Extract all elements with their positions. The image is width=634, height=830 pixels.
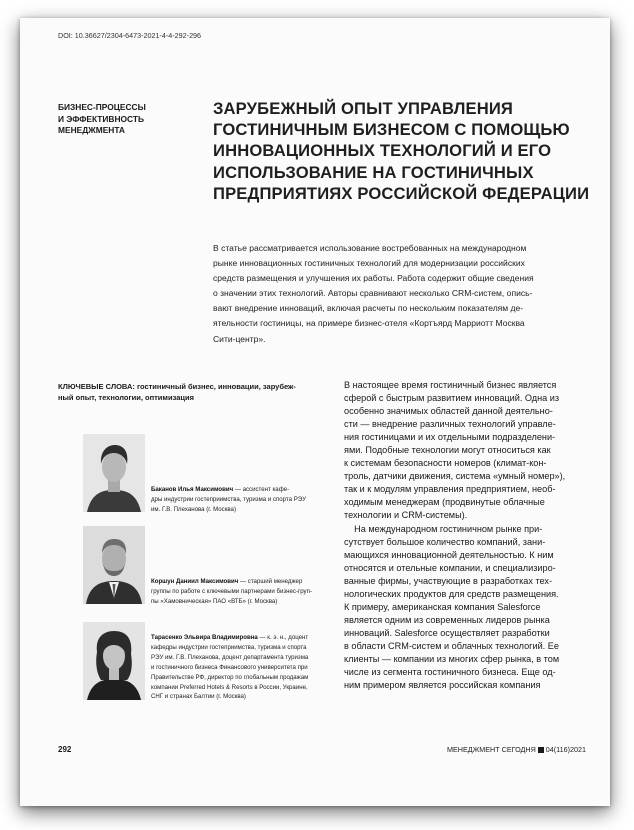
abstract-line: ятельности гостиницы, на примере бизнес-отеля «Кортъярд Марриотт Москва bbox=[213, 318, 525, 329]
title-line: ГОСТИНИЧНЫМ БИЗНЕСОМ С ПОМОЩЬЮ bbox=[213, 120, 570, 140]
body-line: троль, датчики движения, система «умный номер»), bbox=[344, 471, 566, 482]
title-line: ИСПОЛЬЗОВАНИЕ НА ГОСТИНИЧНЫХ bbox=[213, 162, 534, 182]
body-line: ями. Подобные технологии могут относиться как bbox=[344, 445, 551, 456]
author-desc-line: — ассистент кафе- bbox=[233, 486, 290, 493]
body-line: ходимым менеджерам (продвинутые облачные bbox=[344, 497, 545, 508]
title-line: ИННОВАЦИОННЫХ ТЕХНОЛОГИЙ И ЕГО bbox=[213, 141, 552, 161]
author-desc-line: СНГ и странах Балтии (г. Москва) bbox=[151, 693, 246, 701]
author-desc-line: и гостиничного бизнеса Финансового университета при bbox=[151, 663, 308, 671]
author-name: Коршун Даниил Максимович bbox=[151, 578, 239, 585]
journal-name: МЕНЕДЖМЕНТ СЕГОДНЯ bbox=[447, 745, 536, 754]
abstract-line: средств размещения и улучшения их работы. Работа содержит общие сведения bbox=[213, 273, 534, 284]
body-line: сти — внедрение различных технологий управле- bbox=[344, 419, 556, 430]
body-line: к системам безопасности номеров (климат-кон- bbox=[344, 458, 547, 469]
body-line: На международном гостиничном рынке при- bbox=[344, 523, 543, 534]
abstract-line: рынке инновационных гостиничных технологий для модернизации российских bbox=[213, 258, 525, 269]
body-line: ния гостиницами и их отдельными подразделени- bbox=[344, 432, 556, 443]
body-line: В настоящее время гостиничный бизнес является bbox=[344, 380, 557, 390]
body-line: особенно значимых областей данной деятельно- bbox=[344, 406, 553, 417]
author-desc-line: группы по работе с ключевыми партнерами бизнес-груп- bbox=[151, 587, 312, 595]
section-label-line: БИЗНЕС-ПРОЦЕССЫ bbox=[58, 102, 146, 112]
body-line: ванные фирмы, участвующие в разработках тех- bbox=[344, 575, 553, 586]
author-name: Тарасенко Эльвира Владимировна bbox=[151, 634, 258, 641]
body-line: инноваций. Salesforce осуществляет разработки bbox=[344, 627, 550, 638]
section-label bbox=[58, 102, 198, 137]
square-icon bbox=[538, 747, 544, 753]
body-line: сферой с быстрым развитием инноваций. Одна из bbox=[344, 393, 560, 404]
doi: DOI: 10.36627/2304-6473-2021-4-4-292-296 bbox=[58, 31, 202, 40]
author-desc-line: кафедры индустрии гостеприимства, туризма и спорта bbox=[151, 643, 307, 651]
author-desc-line: — старший менеджер bbox=[238, 578, 303, 585]
body-line: К примеру, американская компания Salesforce bbox=[344, 601, 541, 612]
title-line: ПРЕДПРИЯТИЯХ РОССИЙСКОЙ ФЕДЕРАЦИИ bbox=[213, 183, 590, 203]
abstract-line: вают внедрение инноваций, включая расчеты по нескольким показателям де- bbox=[213, 303, 524, 314]
author-desc-line: пы «Хамовническая» ПАО «ВТБ» (г. Москва) bbox=[151, 597, 278, 605]
author-desc-line: компании Preferred Hotels & Resorts в России, Украине, bbox=[151, 683, 308, 691]
page-number: 292 bbox=[58, 745, 72, 754]
section-label-line: МЕНЕДЖМЕНТА bbox=[58, 125, 125, 135]
body-line: так и к модулям управления предприятием, необ- bbox=[344, 484, 556, 495]
title-line: ЗАРУБЕЖНЫЙ ОПЫТ УПРАВЛЕНИЯ bbox=[213, 99, 513, 118]
abstract-line: В статье рассматривается использование востребованных на международном bbox=[213, 243, 527, 253]
keywords bbox=[58, 381, 320, 403]
body-text bbox=[344, 379, 606, 692]
author-tarasenko bbox=[151, 633, 326, 702]
author-desc-line: РЭУ им. Г.В. Плеханова, доцент департамента туризма bbox=[151, 653, 309, 661]
body-line: является одним из современных лидеров рынка bbox=[344, 614, 550, 625]
body-line: клиенты — компании из многих сфер рынка, в том bbox=[344, 653, 560, 664]
body-line: ним примером является российская компания bbox=[344, 680, 541, 691]
body-line: мающихся инновационной деятельностью. К ним bbox=[344, 549, 554, 560]
author-desc-line: им. Г.В. Плеханова (г. Москва) bbox=[151, 505, 236, 513]
author-desc-line: — к. э. н., доцент bbox=[257, 634, 309, 641]
body-line: относятся и отельные компании, и специализиро- bbox=[344, 562, 556, 573]
author-photo-korshun bbox=[83, 526, 145, 604]
author-desc-line: дры индустрии гостеприимства, туризма и спорта РЭУ bbox=[151, 495, 307, 503]
author-bakanov bbox=[151, 485, 326, 515]
author-korshun bbox=[151, 577, 326, 607]
abstract-line: Сити-центр». bbox=[213, 333, 266, 344]
body-line: нологических продуктов для средств размещения. bbox=[344, 588, 559, 599]
author-name: Баканов Илья Максимович bbox=[151, 486, 234, 493]
journal-issue: 04(116)2021 bbox=[545, 745, 587, 754]
abstract bbox=[213, 241, 598, 347]
abstract-line: о значении этих технологий. Авторы сравнивают несколько CRM-систем, опись- bbox=[213, 288, 533, 299]
section-label-line: И ЭФФЕКТИВНОСТЬ bbox=[58, 113, 145, 124]
body-line: числе из сегмента гостиничного бизнеса. Еще од- bbox=[344, 667, 556, 678]
body-line: сутствует большое количество компаний, зани- bbox=[344, 536, 546, 547]
body-line: технологии и CRM-системы). bbox=[344, 510, 468, 521]
body-line: в области CRM-систем и облачных технологий. Ее bbox=[344, 640, 559, 651]
author-photo-tarasenko bbox=[83, 622, 145, 700]
keywords-line: КЛЮЧЕВЫЕ СЛОВА: гостиничный бизнес, инновации, зарубеж- bbox=[58, 382, 296, 391]
journal-footer bbox=[447, 745, 586, 754]
author-photo-bakanov bbox=[83, 434, 145, 512]
keywords-line: ный опыт, технологии, оптимизация bbox=[58, 393, 194, 403]
author-desc-line: Правительстве РФ, директор по глобальным продажам bbox=[151, 673, 309, 681]
article-title bbox=[213, 98, 593, 204]
